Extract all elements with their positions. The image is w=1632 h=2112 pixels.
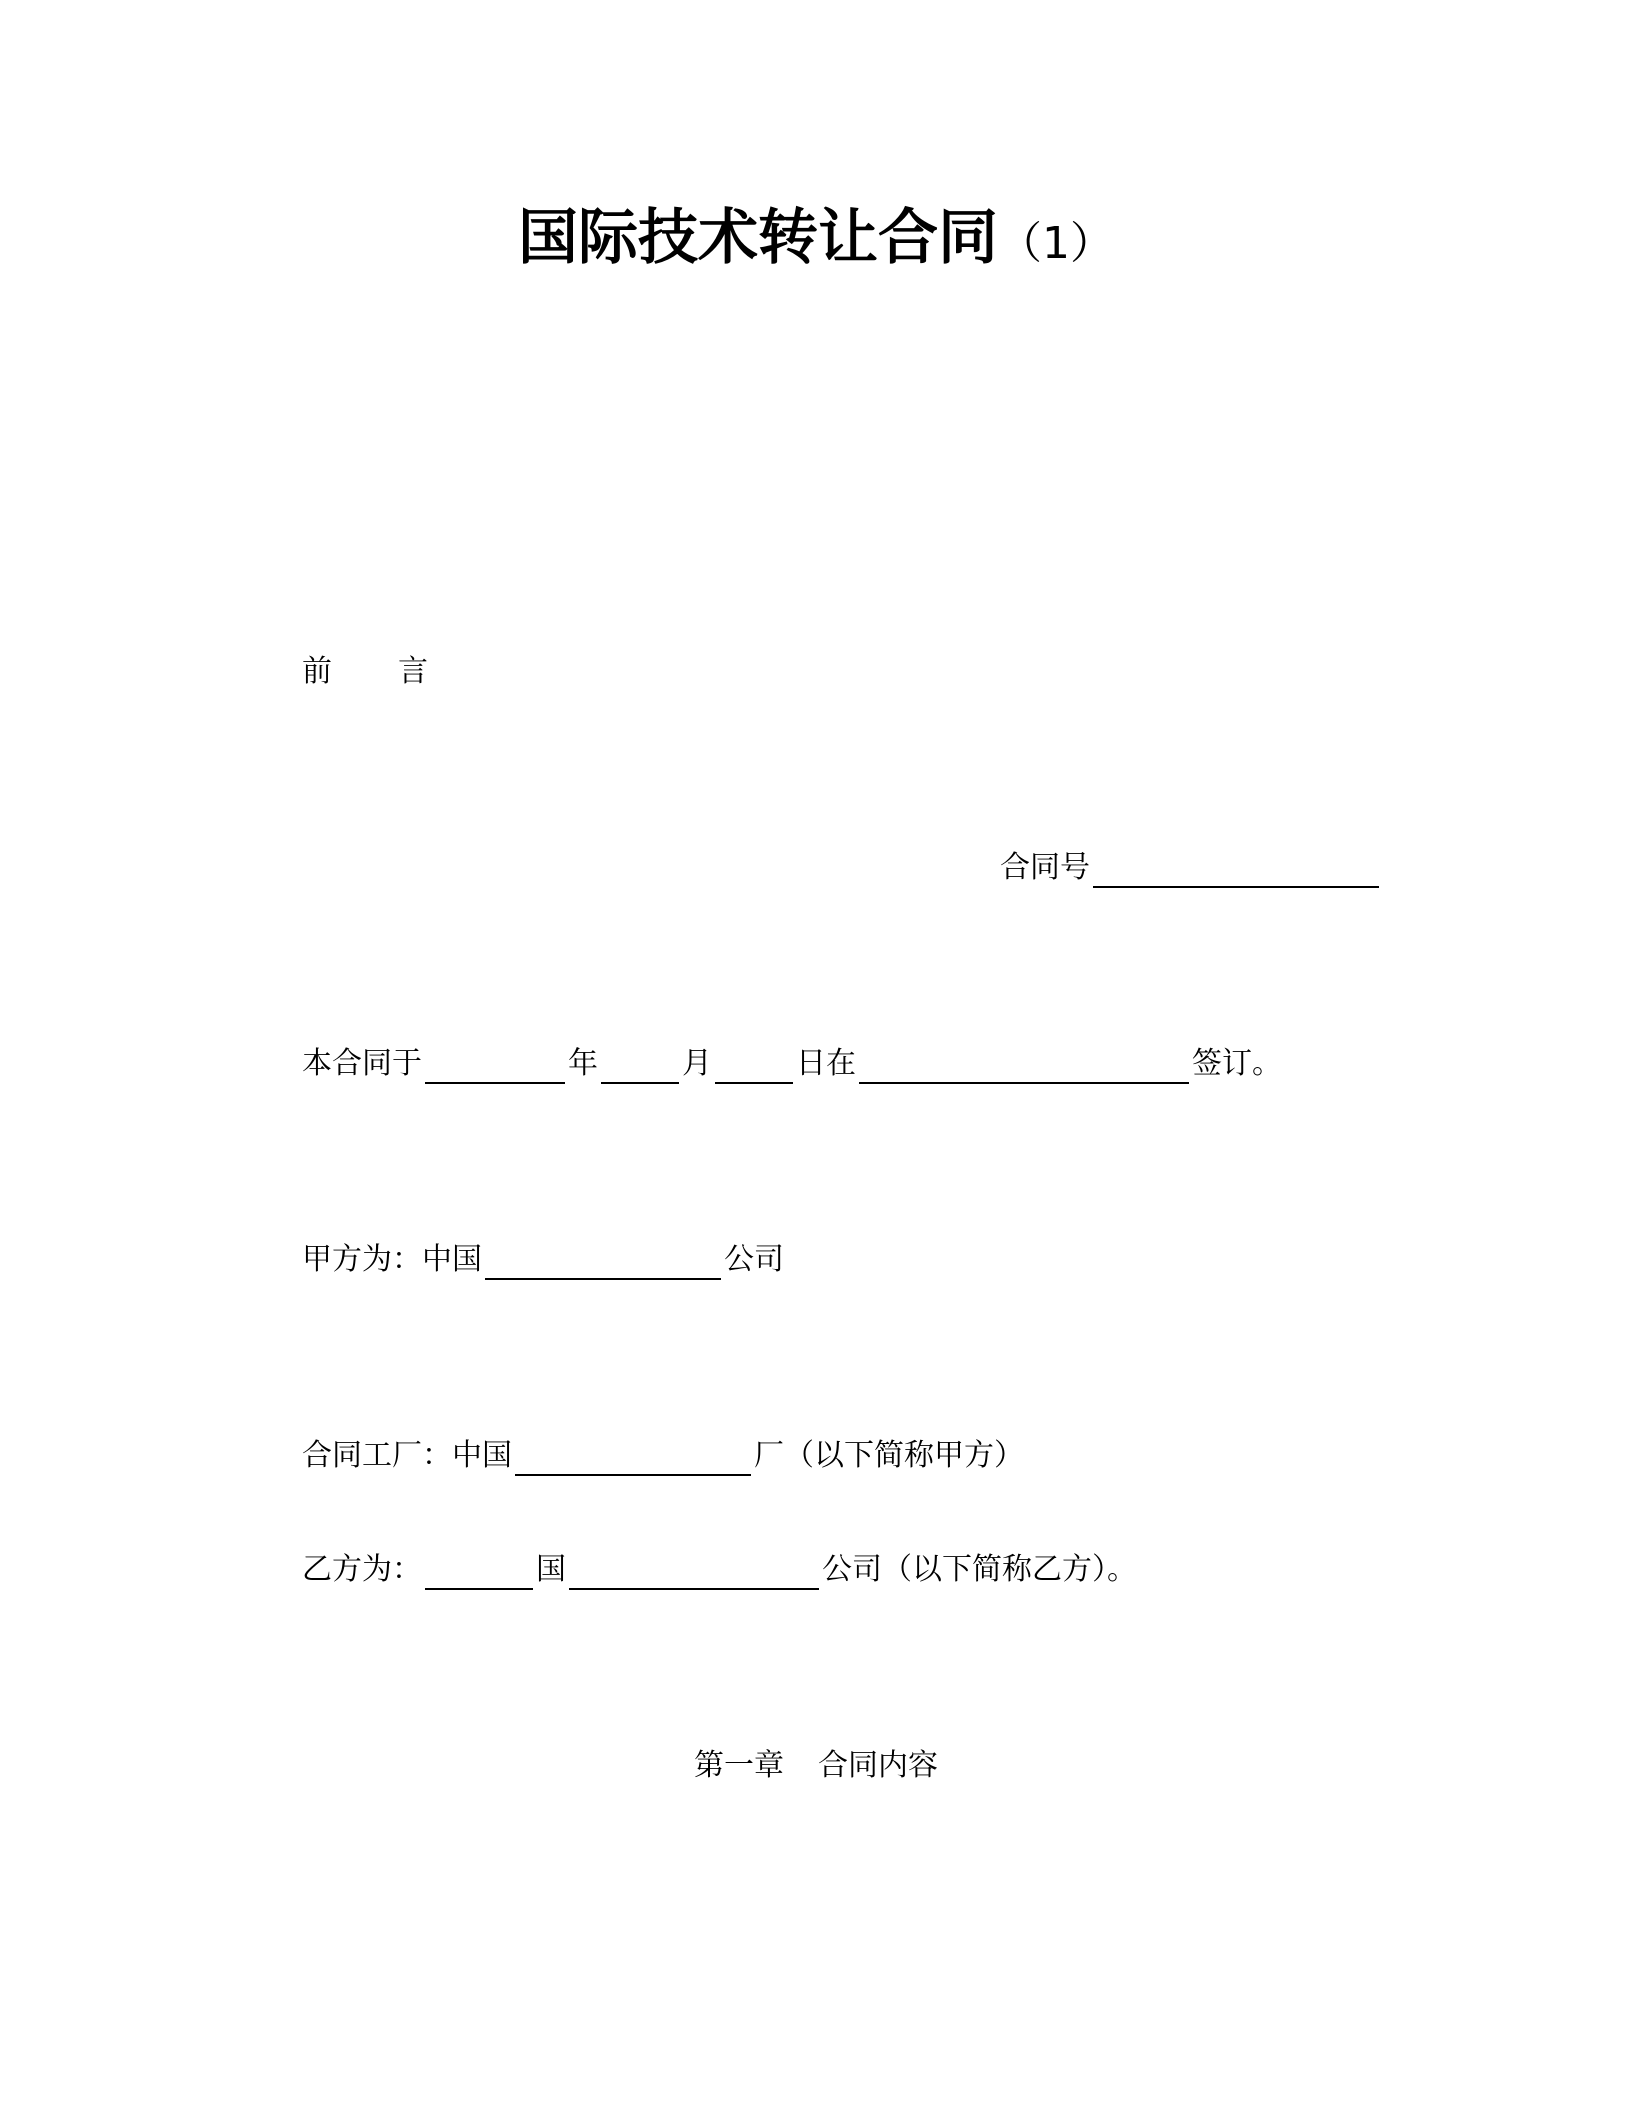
signing-day-blank[interactable] <box>715 1048 793 1084</box>
factory-suffix: 厂（以下简称甲方） <box>754 1438 1024 1473</box>
contract-number-line <box>1000 848 1382 888</box>
party-b-label: 乙方为： <box>302 1552 422 1587</box>
party-b-line <box>302 1550 1137 1590</box>
signing-line <box>302 1044 1282 1084</box>
signing-prefix: 本合同于 <box>302 1046 422 1081</box>
party-b-country-label: 国 <box>536 1552 566 1587</box>
party-b-name-blank[interactable] <box>569 1554 819 1590</box>
preface-char-2: 言 <box>398 654 428 689</box>
signing-year-label: 年 <box>568 1046 598 1081</box>
signing-suffix: 签订。 <box>1192 1046 1282 1081</box>
party-a-name-blank[interactable] <box>485 1244 721 1280</box>
document-title <box>0 198 1632 284</box>
factory-label: 合同工厂：中国 <box>302 1438 512 1473</box>
party-a-suffix: 公司 <box>724 1242 784 1277</box>
party-b-country-blank[interactable] <box>425 1554 533 1590</box>
title-text: 国际技术转让合同 <box>518 203 998 273</box>
factory-name-blank[interactable] <box>515 1440 751 1476</box>
party-a-line <box>302 1240 784 1280</box>
signing-month-blank[interactable] <box>601 1048 679 1084</box>
party-a-label: 甲方为：中国 <box>302 1242 482 1277</box>
chapter-heading <box>0 1746 1632 1786</box>
signing-month-label: 月 <box>682 1046 712 1081</box>
chapter-number: 第一章 <box>694 1748 784 1783</box>
preface-heading <box>302 652 428 692</box>
signing-year-blank[interactable] <box>425 1048 565 1084</box>
party-b-suffix: 公司（以下简称乙方）。 <box>822 1552 1137 1587</box>
chapter-title: 合同内容 <box>818 1748 938 1783</box>
contract-number-label: 合同号 <box>1000 850 1090 885</box>
factory-line <box>302 1436 1024 1476</box>
contract-number-blank[interactable] <box>1093 852 1379 888</box>
signing-day-at-label: 日在 <box>796 1046 856 1081</box>
signing-place-blank[interactable] <box>859 1048 1189 1084</box>
preface-char-1: 前 <box>302 654 332 689</box>
title-suffix: （1） <box>998 218 1114 269</box>
